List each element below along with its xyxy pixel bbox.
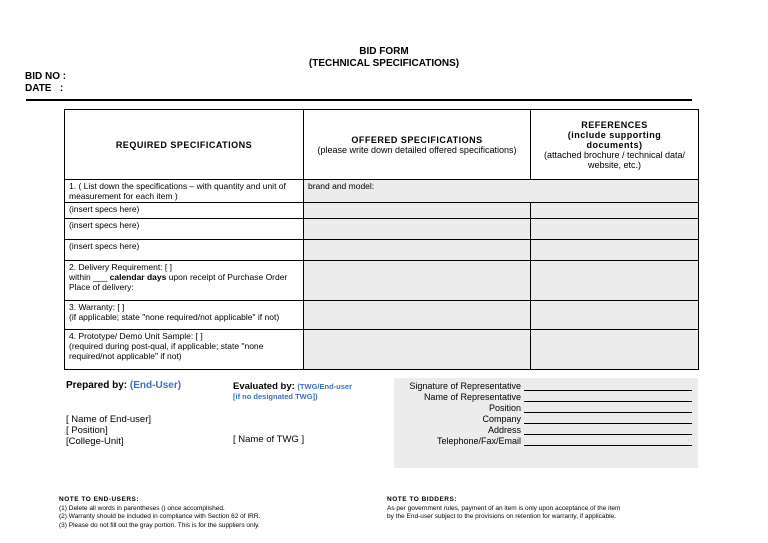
table-row bbox=[65, 240, 699, 261]
rep-company-label: Company bbox=[482, 414, 521, 424]
warranty-reference[interactable] bbox=[531, 301, 699, 330]
table-header-row bbox=[65, 110, 699, 180]
spec-row-1: (insert specs here) bbox=[65, 203, 304, 219]
spec-row-2-reference[interactable] bbox=[531, 219, 699, 240]
rep-address-line[interactable] bbox=[524, 434, 692, 435]
table-row bbox=[65, 301, 699, 330]
form-title: BID FORM bbox=[359, 46, 409, 57]
delivery-requirement: 2. Delivery Requirement: [ ] within ___ calendar days upon receipt of Purchase Order Place of delivery: bbox=[65, 261, 304, 301]
spec-row-1-offered[interactable] bbox=[304, 203, 531, 219]
warranty-requirement: 3. Warranty: [ ] (if applicable; state "none required/not applicable" if not) bbox=[65, 301, 304, 330]
row1-offered[interactable]: brand and model: bbox=[304, 180, 699, 203]
evaluated-note: [if no designated TWG]) bbox=[233, 392, 318, 401]
warranty-offered[interactable] bbox=[304, 301, 531, 330]
header-divider bbox=[26, 99, 692, 101]
spec-row-2: (insert specs here) bbox=[65, 219, 304, 240]
rep-contact-line[interactable] bbox=[524, 445, 692, 446]
rep-position-label: Position bbox=[488, 403, 521, 413]
rep-signature-label: Signature of Representative bbox=[409, 381, 521, 391]
enduser-notes: NOTE TO END-USERS: (1) Delete all words in parentheses () once accomplished. (2) Warranty should be included in compliance with Section 62 of IRR. (3) Please do not fill out the gray portion. This is for the suppliers only. bbox=[59, 496, 261, 529]
form-subtitle: (TECHNICAL SPECIFICATIONS) bbox=[308, 58, 460, 69]
rep-address-label: Address bbox=[487, 425, 521, 435]
spec-row-2-offered[interactable] bbox=[304, 219, 531, 240]
table-row bbox=[65, 203, 699, 219]
required-spec-header: REQUIRED SPECIFICATIONS bbox=[65, 110, 304, 180]
prototype-requirement: 4. Prototype/ Demo Unit Sample: [ ] (required during post-qual, if applicable; state "none required/not applicable" if not) bbox=[65, 330, 304, 370]
twg-name: [ Name of TWG ] bbox=[233, 434, 305, 445]
table-row bbox=[65, 261, 699, 301]
table-row bbox=[65, 180, 699, 203]
rep-signature-line[interactable] bbox=[524, 390, 692, 391]
prototype-reference[interactable] bbox=[531, 330, 699, 370]
spec-row-3-offered[interactable] bbox=[304, 240, 531, 261]
references-header: REFERENCES (include supporting documents) (attached brochure / technical data/ website, etc.) bbox=[531, 110, 699, 180]
bidder-notes: NOTE TO BIDDERS: As per government rules, payment of an item is only upon acceptance of the item by the End-user subject to the provisions on retention for warranty, if applicable. bbox=[387, 496, 621, 520]
rep-name-line[interactable] bbox=[524, 401, 692, 402]
table-row bbox=[65, 219, 699, 240]
offered-spec-header: OFFERED SPECIFICATIONS (please write down detailed offered specifications) bbox=[304, 110, 531, 180]
rep-name-label: Name of Representative bbox=[423, 392, 521, 402]
prototype-offered[interactable] bbox=[304, 330, 531, 370]
table-row bbox=[65, 330, 699, 370]
bid-no-label: BID NO : bbox=[25, 71, 67, 82]
spec-row-3-reference[interactable] bbox=[531, 240, 699, 261]
delivery-offered[interactable] bbox=[304, 261, 531, 301]
enduser-position: [ Position] bbox=[66, 425, 108, 436]
row1-required: 1. ( List down the specifications – with quantity and unit of measurement for each item ) bbox=[65, 180, 304, 203]
rep-position-line[interactable] bbox=[524, 412, 692, 413]
rep-contact-label: Telephone/Fax/Email bbox=[436, 436, 521, 446]
enduser-name: [ Name of End-user] bbox=[66, 414, 152, 425]
date-label: DATE : bbox=[25, 83, 64, 94]
rep-company-line[interactable] bbox=[524, 423, 692, 424]
enduser-block bbox=[66, 414, 151, 447]
delivery-reference[interactable] bbox=[531, 261, 699, 301]
spec-table bbox=[64, 109, 699, 370]
evaluated-by: Evaluated by: (TWG/End-user bbox=[233, 381, 353, 392]
spec-row-1-reference[interactable] bbox=[531, 203, 699, 219]
spec-row-3: (insert specs here) bbox=[65, 240, 304, 261]
enduser-unit: [College-Unit] bbox=[66, 436, 124, 447]
prepared-by: Prepared by: (End-User) bbox=[66, 380, 182, 391]
